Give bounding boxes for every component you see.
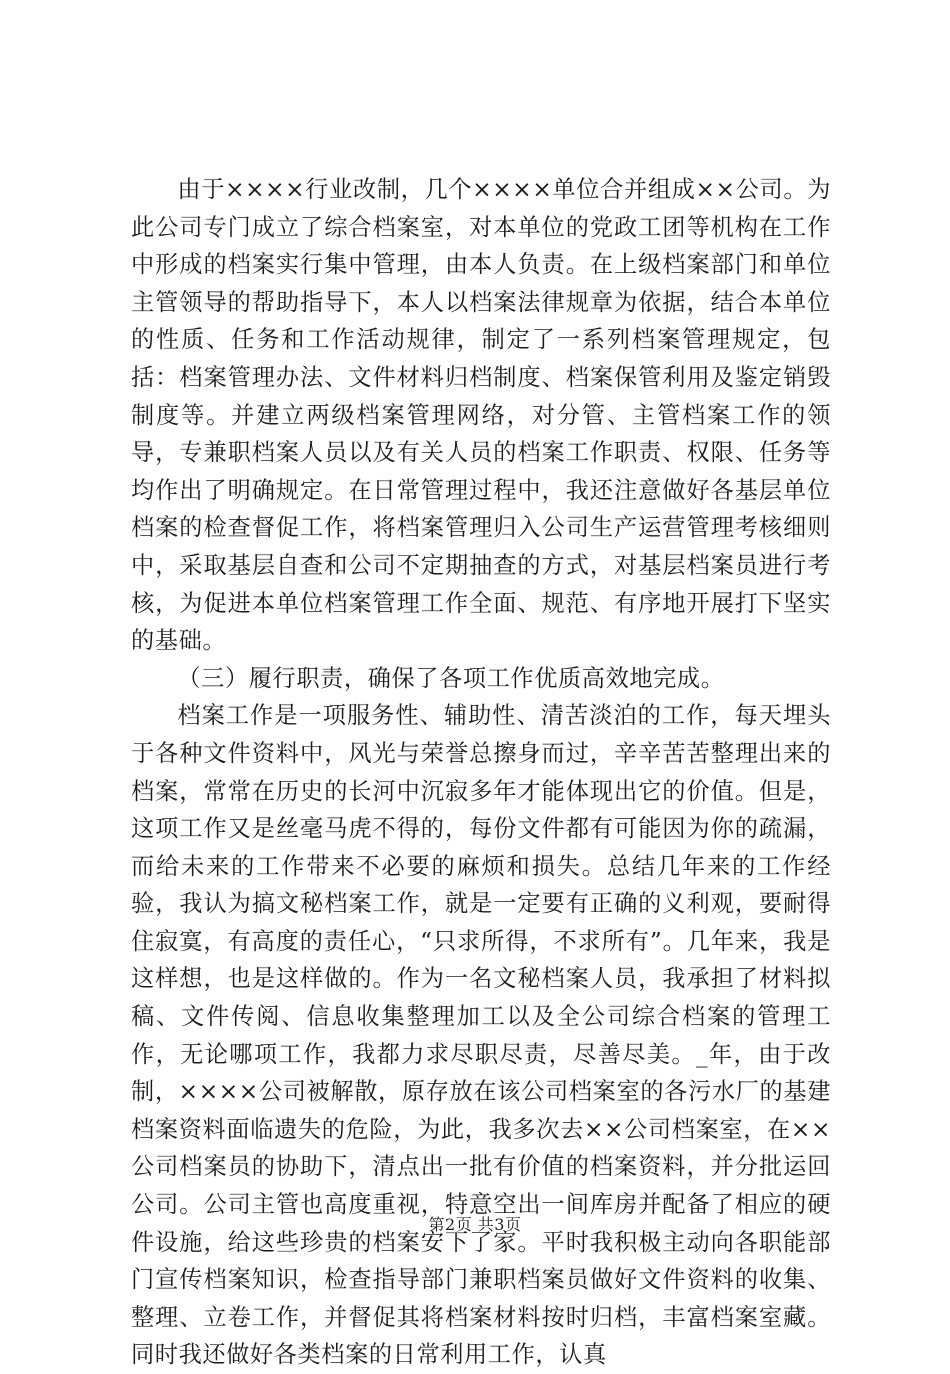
page-footer — [0, 1215, 950, 1235]
page-number: 第2页 共3页 — [428, 1215, 522, 1234]
document-body — [131, 171, 831, 1374]
paragraph: 由于××××行业改制，几个××××单位合并组成××公司。为此公司专门成立了综合档案室，对本单位的党政工团等机构在工作中形成的档案实行集中管理，由本人负责。在上级档案部门和单位主管领导的帮助指导下，本人以档案法律规章为依据，结合本单位的性质、任务和工作活动规律，制定了一系列档案管理规定，包括：档案管理办法、文件材料归档制度、档案保管利用及鉴定销毁制度等。并建立两级档案管理网络，对分管、主管档案工作的领导，专兼职档案人员以及有关人员的档案工作职责、权限、任务等均作出了明确规定。在日常管理过程中，我还注意做好各基层单位档案的检查督促工作，将档案管理归入公司生产运营管理考核细则中，采取基层自查和公司不定期抽查的方式，对基层档案员进行考核，为促进本单位档案管理工作全面、规范、有序地开展打下坚实的基础。 — [131, 176, 831, 655]
paragraph: 档案工作是一项服务性、辅助性、清苦淡泊的工作，每天埋头于各种文件资料中，风光与荣誉总擦身而过，辛辛苦苦整理出来的档案，常常在历史的长河中沉寂多年才能体现出它的价值。但是，这项工作又是丝毫马虎不得的，每份文件都有可能因为你的疏漏，而给未来的工作带来不必要的麻烦和损失。总结几年来的工作经验，我认为搞文秘档案工作，就是一定要有正确的义利观，要耐得住寂寞，有高度的责任心，“只求所得，不求所有”。几年来，我是这样想，也是这样做的。作为一名文秘档案人员，我承担了材料拟稿、文件传阅、信息收集整理加工以及全公司综合档案的管理工作，无论哪项工作，我都力求尽职尽责，尽善尽美。_年，由于改制，××××公司被解散，原存放在该公司档案室的各污水厂的基建档案资料面临遗失的危险，为此，我多次去××公司档案室，在××公司档案员的协助下，清点出一批有价值的档案资料，并分批运回公司。公司主管也高度重视，特意空出一间库房并配备了相应的硬件设施，给这些珍贵的档案安下了家。平时我积极主动向各职能部门宣传档案知识，检查指导部门兼职档案员做好文件资料的收集、整理、立卷工作，并督促其将档案材料按时归档，丰富档案室藏。同时我还做好各类档案的日常利用工作，认真 — [131, 702, 831, 1369]
section-heading: （三）履行职责，确保了各项工作优质高效地完成。 — [177, 664, 725, 692]
